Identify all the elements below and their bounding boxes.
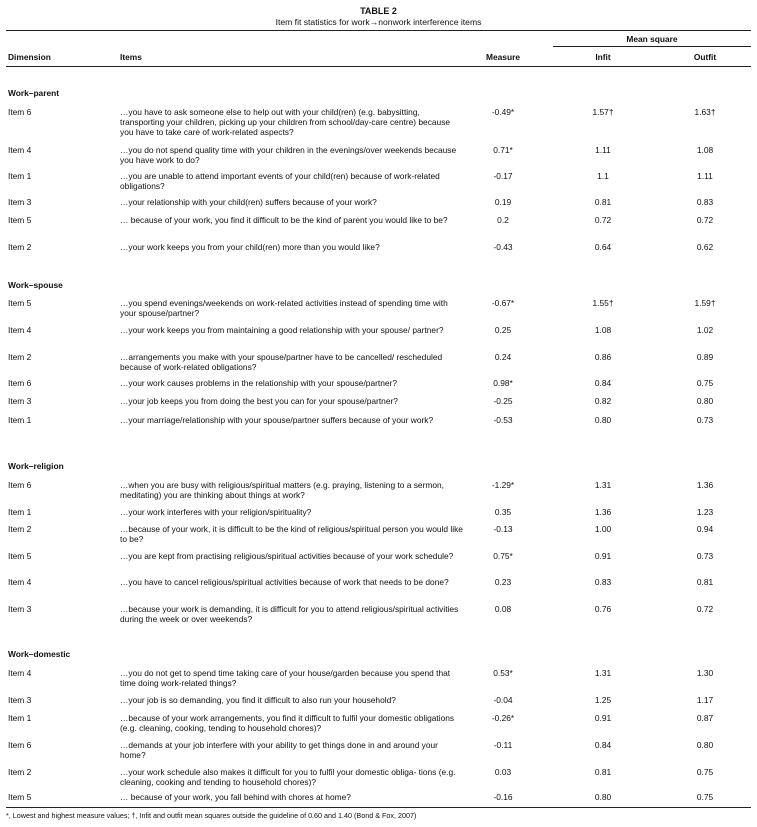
item-id-cell: Item 6: [8, 378, 32, 388]
infit-cell: 0.72: [594, 215, 612, 225]
item-id-cell: Item 4: [8, 577, 32, 587]
measure-cell: -0.16: [493, 792, 513, 802]
section-heading: Work–parent: [8, 88, 60, 98]
measure-cell: -0.17: [493, 171, 513, 181]
table-caption: Item fit statistics for work→nonwork interference items: [275, 17, 482, 27]
measure-header: Measure: [486, 52, 520, 62]
measure-cell: -0.53: [493, 415, 513, 425]
table-row: [0, 524, 757, 546]
item-text-cell: …your job is so demanding, you find it difficult to also run your household?: [120, 695, 396, 705]
item-text-cell: …demands at your job interfere with your ability to get things done in and around your home?: [120, 740, 438, 760]
table-row: [0, 604, 757, 626]
measure-cell: -0.11: [493, 740, 513, 750]
item-text-cell: … because of your work, you fall behind with chores at home?: [120, 792, 351, 802]
infit-cell: 0.84: [594, 378, 612, 388]
item-text-cell: … because of your work, you find it difficult to be the kind of parent you would like to be?: [120, 215, 448, 225]
outfit-cell: 0.80: [696, 740, 714, 750]
table-row: [0, 668, 757, 690]
header-rule: [6, 66, 751, 67]
measure-cell: 0.75*: [493, 551, 513, 561]
infit-cell: 0.83: [594, 577, 612, 587]
item-text-cell: …your work keeps you from your child(ren) more than you would like?: [120, 242, 380, 252]
outfit-cell: 0.75: [696, 767, 714, 777]
measure-cell: -0.49*: [491, 107, 515, 117]
item-text-cell: …your work keeps you from maintaining a good relationship with your spouse/ partner?: [120, 325, 444, 335]
infit-cell: 0.81: [594, 197, 612, 207]
infit-cell: 0.91: [594, 551, 612, 561]
item-id-cell: Item 3: [8, 695, 32, 705]
infit-cell: 0.91: [594, 713, 612, 723]
table-row: [0, 415, 757, 437]
measure-cell: 0.24: [494, 352, 512, 362]
outfit-cell: 0.87: [696, 713, 714, 723]
measure-cell: -0.67*: [491, 298, 515, 308]
infit-cell: 1.31: [594, 480, 612, 490]
item-text-cell: …you are unable to attend important events of your child(ren) because of work-related obligations?: [120, 171, 440, 191]
outfit-cell: 0.62: [696, 242, 714, 252]
item-id-cell: Item 4: [8, 668, 32, 678]
item-text-cell: …because of your work arrangements, you find it difficult to fulfil your domestic obligations (e.g. cleaning, cooking, tending to household chores)?: [120, 713, 455, 733]
infit-cell: 0.76: [594, 604, 612, 614]
table-row: [0, 352, 757, 374]
infit-cell: 1.11: [595, 145, 611, 155]
outfit-cell: 1.02: [696, 325, 714, 335]
outfit-cell: 1.17: [696, 695, 714, 705]
item-id-cell: Item 1: [8, 415, 32, 425]
infit-cell: 0.64: [594, 242, 612, 252]
table-row: [0, 298, 757, 320]
dimension-header: Dimension: [8, 52, 51, 62]
top-rule: [6, 30, 751, 31]
outfit-cell: 1.59†: [694, 298, 716, 308]
table-row: [0, 551, 757, 573]
item-id-cell: Item 3: [8, 396, 32, 406]
table-row: [0, 480, 757, 502]
item-id-cell: Item 1: [8, 507, 32, 517]
mean-square-rule: [553, 46, 751, 47]
table-row: [0, 577, 757, 599]
outfit-cell: 0.72: [696, 604, 714, 614]
item-text-cell: …you have to ask someone else to help out with your child(ren) (e.g. babysitting, transporting your children, picking up your children from school/day-care centre) because you have to take care of work-related aspects?: [120, 107, 451, 137]
infit-cell: 0.80: [594, 792, 612, 802]
outfit-cell: 1.63†: [694, 107, 716, 117]
item-text-cell: …your work causes problems in the relationship with your spouse/partner?: [120, 378, 397, 388]
infit-cell: 0.84: [594, 740, 612, 750]
item-text-cell: …your marriage/relationship with your spouse/partner suffers because of your work?: [120, 415, 434, 425]
infit-cell: 1.08: [594, 325, 612, 335]
outfit-cell: 0.83: [696, 197, 714, 207]
infit-cell: 1.00: [594, 524, 612, 534]
item-id-cell: Item 2: [8, 767, 32, 777]
outfit-cell: 0.81: [696, 577, 714, 587]
item-id-cell: Item 5: [8, 792, 32, 802]
item-id-cell: Item 6: [8, 107, 32, 117]
item-id-cell: Item 5: [8, 215, 32, 225]
item-text-cell: …your work interferes with your religion/spirituality?: [120, 507, 312, 517]
table-row: [0, 242, 757, 264]
outfit-cell: 0.94: [696, 524, 714, 534]
outfit-cell: 0.72: [696, 215, 714, 225]
item-text-cell: …because your work is demanding, it is difficult for you to attend religious/spiritual activities during the week or over weekends?: [120, 604, 459, 624]
item-text-cell: …your job keeps you from doing the best you can for your spouse/partner?: [120, 396, 398, 406]
table-row: [0, 215, 757, 237]
infit-cell: 0.82: [594, 396, 612, 406]
measure-cell: -0.13: [493, 524, 513, 534]
table-title-block: [0, 6, 757, 28]
table-row: [0, 325, 757, 347]
infit-cell: 0.81: [594, 767, 612, 777]
measure-cell: 0.25: [494, 325, 512, 335]
infit-cell: 1.57†: [592, 107, 614, 117]
measure-cell: 0.98*: [493, 378, 513, 388]
outfit-cell: 1.36: [696, 480, 714, 490]
item-text-cell: …your relationship with your child(ren) suffers because of your work?: [120, 197, 377, 207]
item-text-cell: …when you are busy with religious/spiritual matters (e.g. praying, listening to a sermon, meditating) you are thinking about things at work?: [120, 480, 444, 500]
item-id-cell: Item 2: [8, 352, 32, 362]
outfit-header: Outfit: [693, 52, 717, 62]
measure-cell: 0.19: [494, 197, 512, 207]
item-text-cell: …you spend evenings/weekends on work-related activities instead of spending time with your spouse/partner?: [120, 298, 448, 318]
item-text-cell: …you are kept from practising religious/spiritual activities because of your work schedule?: [120, 551, 454, 561]
measure-cell: -0.43: [493, 242, 513, 252]
infit-cell: 0.80: [594, 415, 612, 425]
outfit-cell: 0.73: [696, 551, 714, 561]
item-text-cell: …you have to cancel religious/spiritual activities because of work that needs to be done?: [120, 577, 449, 587]
section-heading: Work–domestic: [8, 649, 71, 659]
item-text-cell: …because of your work, it is difficult to be the kind of religious/spiritual person you would like to be?: [120, 524, 463, 544]
measure-cell: -0.26*: [491, 713, 515, 723]
items-header: Items: [120, 52, 142, 62]
table-row: [0, 171, 757, 193]
item-id-cell: Item 4: [8, 325, 32, 335]
outfit-cell: 1.30: [696, 668, 714, 678]
infit-cell: 1.25: [594, 695, 612, 705]
outfit-cell: 0.75: [696, 792, 714, 802]
measure-cell: -0.04: [493, 695, 513, 705]
table-row: [0, 145, 757, 167]
item-id-cell: Item 5: [8, 298, 32, 308]
infit-cell: 1.55†: [592, 298, 614, 308]
measure-cell: 0.35: [494, 507, 512, 517]
measure-cell: 0.53*: [493, 668, 513, 678]
item-id-cell: Item 1: [8, 171, 32, 181]
item-id-cell: Item 2: [8, 524, 32, 534]
item-id-cell: Item 1: [8, 713, 32, 723]
section-heading: Work–spouse: [8, 280, 63, 290]
table-row: [0, 740, 757, 762]
outfit-cell: 1.11: [697, 171, 713, 181]
measure-cell: 0.71*: [493, 145, 513, 155]
outfit-cell: 0.80: [696, 396, 714, 406]
section-heading: Work–religion: [8, 461, 64, 471]
item-text-cell: …you do not get to spend time taking care of your house/garden because you spend that time doing work-related things?: [120, 668, 451, 688]
item-id-cell: Item 5: [8, 551, 32, 561]
infit-cell: 1.36: [594, 507, 612, 517]
table-label: TABLE 2: [360, 6, 397, 16]
measure-cell: 0.23: [494, 577, 512, 587]
measure-cell: -0.25: [493, 396, 513, 406]
outfit-cell: 1.08: [696, 145, 714, 155]
item-id-cell: Item 2: [8, 242, 32, 252]
outfit-cell: 0.73: [696, 415, 714, 425]
item-id-cell: Item 4: [8, 145, 32, 155]
item-text-cell: …your work schedule also makes it difficult for you to fulfil your domestic obliga- tions (e.g. cleaning, cooking and tending to household chores)?: [120, 767, 456, 787]
table-row: [0, 713, 757, 735]
item-id-cell: Item 3: [8, 604, 32, 614]
measure-cell: 0.03: [494, 767, 512, 777]
infit-header: Infit: [595, 52, 611, 62]
outfit-cell: 0.75: [696, 378, 714, 388]
infit-cell: 1.1: [597, 171, 609, 181]
infit-cell: 1.31: [594, 668, 612, 678]
item-id-cell: Item 3: [8, 197, 32, 207]
mean-square-header: Mean square: [626, 34, 678, 44]
item-text-cell: …you do not spend quality time with your children in the evenings/over weekends because you have work to do?: [120, 145, 457, 165]
infit-cell: 0.86: [594, 352, 612, 362]
outfit-cell: 1.23: [696, 507, 714, 517]
table-row: [0, 767, 757, 789]
item-id-cell: Item 6: [8, 740, 32, 750]
table-footnote: *, Lowest and highest measure values; †, Infit and outfit mean squares outside the guideline of 0.60 and 1.40 (Bond & Fox, 2007): [6, 811, 417, 820]
table-row: [0, 107, 757, 137]
measure-cell: -1.29*: [491, 480, 515, 490]
outfit-cell: 0.89: [696, 352, 714, 362]
measure-cell: 0.2: [497, 215, 509, 225]
measure-cell: 0.08: [494, 604, 512, 614]
item-id-cell: Item 6: [8, 480, 32, 490]
item-text-cell: …arrangements you make with your spouse/partner have to be cancelled/ rescheduled because of work-related obligations?: [120, 352, 443, 372]
bottom-rule: [6, 807, 751, 808]
